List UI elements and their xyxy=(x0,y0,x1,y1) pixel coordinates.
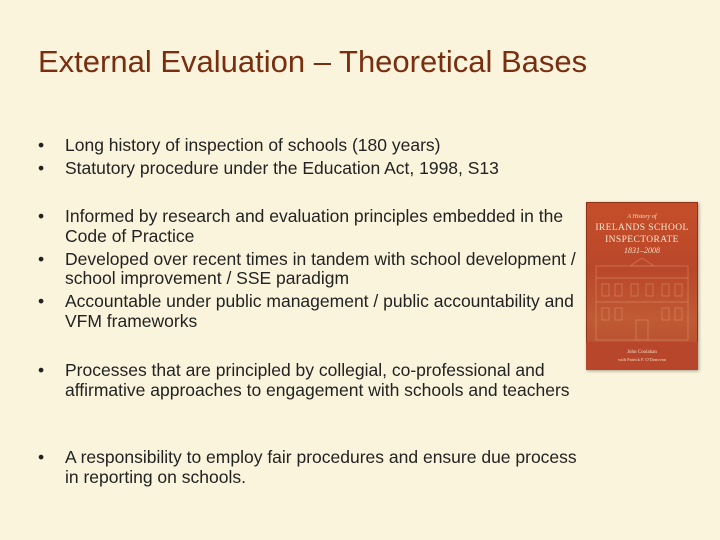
book-title-line2: INSPECTORATE xyxy=(605,235,679,245)
book-title-line1: IRELANDS SCHOOL xyxy=(595,223,689,233)
book-author1: John Coolahan xyxy=(627,350,657,355)
bullet-group-responsibility xyxy=(38,448,583,491)
book-cover-illustration xyxy=(586,202,698,370)
book-pretitle: A History of xyxy=(627,214,657,220)
bullet-item: • Long history of inspection of schools (180 years) xyxy=(38,136,598,156)
bullet-item: • Statutory procedure under the Education Act, 1998, S13 xyxy=(38,159,598,179)
bullet-group-principles xyxy=(38,207,578,335)
book-author2: with Patrick F. O'Donovan xyxy=(618,357,666,362)
bullet-item: • Developed over recent times in tandem with school development / school improvement / SSE paradigm xyxy=(38,250,578,289)
bullet-item: • A responsibility to employ fair procedures and ensure due process in reporting on schools. xyxy=(38,448,583,487)
book-cover-image xyxy=(586,202,698,370)
bullet-group-processes xyxy=(38,361,583,404)
bullet-item: • Processes that are principled by collegial, co-professional and affirmative approaches to engagement with schools and teachers xyxy=(38,361,583,400)
building-illustration xyxy=(596,258,688,340)
book-years: 1831–2008 xyxy=(624,246,660,255)
bullet-group-history xyxy=(38,136,598,182)
bullet-item: • Accountable under public management / public accountability and VFM frameworks xyxy=(38,292,578,331)
bullet-item: • Informed by research and evaluation principles embedded in the Code of Practice xyxy=(38,207,578,246)
slide-title: External Evaluation – Theoretical Bases xyxy=(38,44,588,79)
